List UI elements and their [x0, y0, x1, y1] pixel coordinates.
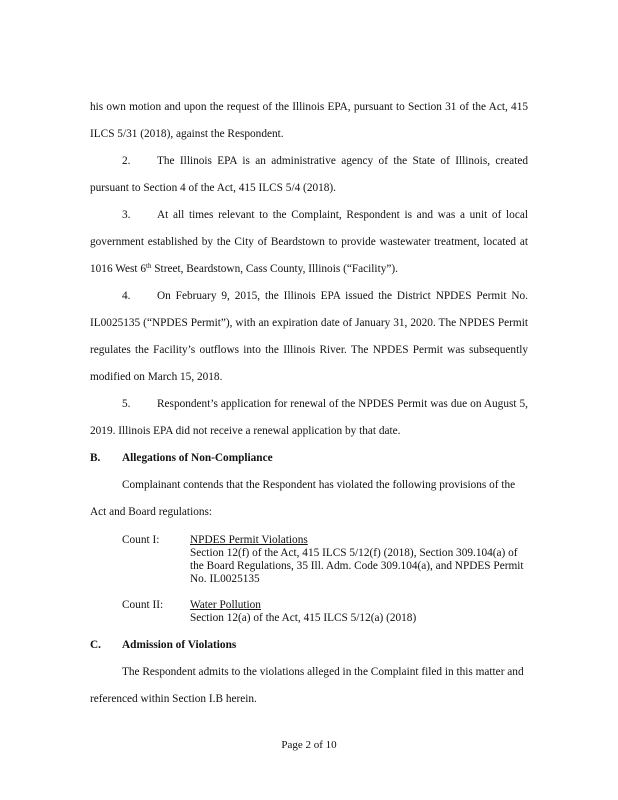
- count-1-title: NPDES Permit Violations: [190, 534, 308, 546]
- paragraph-3-line-2: government established by the City of Beardstown to provide wastewater treatment, located at: [90, 236, 528, 248]
- section-c-letter: C.: [90, 639, 101, 651]
- paragraph-5-line-1: Respondent’s application for renewal of the NPDES Permit was due on August 5,: [157, 398, 528, 410]
- paragraph-4-line-4: modified on March 15, 2018.: [90, 371, 223, 383]
- count-2-title: Water Pollution: [190, 599, 261, 611]
- page-number: Page 2 of 10: [281, 739, 337, 751]
- count-1-label: Count I:: [122, 534, 160, 546]
- section-b-line-2: Act and Board regulations:: [90, 506, 213, 518]
- paragraph-4-line-1: On February 9, 2015, the Illinois EPA issued the District NPDES Permit No.: [157, 290, 528, 302]
- paragraph-4-number: 4.: [122, 290, 131, 302]
- count-2-line-1: Section 12(a) of the Act, 415 ILCS 5/12(a) (2018): [190, 612, 417, 624]
- paragraph-2-line-2: pursuant to Section 4 of the Act, 415 ILCS 5/4 (2018).: [90, 182, 336, 194]
- count-2-label: Count II:: [122, 599, 164, 611]
- section-b-heading: Allegations of Non-Compliance: [122, 452, 273, 464]
- count-1-line-1: Section 12(f) of the Act, 415 ILCS 5/12(f) (2018), Section 309.104(a) of: [190, 547, 518, 559]
- section-b-line-1: Complainant contends that the Respondent has violated the following provisions of the: [122, 479, 516, 491]
- paragraph-5-line-2: 2019. Illinois EPA did not receive a renewal application by that date.: [90, 425, 401, 437]
- intro-line-1: his own motion and upon the request of the Illinois EPA, pursuant to Section 31 of the Act, 415: [90, 101, 528, 113]
- count-1-line-2: the Board Regulations, 35 Ill. Adm. Code 309.104(a), and NPDES Permit: [190, 560, 524, 572]
- section-b-letter: B.: [90, 452, 101, 464]
- section-c-line-1: The Respondent admits to the violations alleged in the Complaint filed in this matter and: [122, 666, 524, 678]
- count-1-line-3: No. IL0025135: [190, 573, 260, 585]
- intro-line-2: ILCS 5/31 (2018), against the Respondent.: [90, 128, 284, 140]
- paragraph-4-line-3: regulates the Facility’s outflows into the Illinois River. The NPDES Permit was subsequently: [90, 344, 528, 356]
- section-c-heading: Admission of Violations: [122, 639, 237, 651]
- paragraph-4-line-2: IL0025135 (“NPDES Permit”), with an expiration date of January 31, 2020. The NPDES Permit: [90, 317, 528, 329]
- section-c-line-2: referenced within Section I.B herein.: [90, 693, 257, 705]
- paragraph-3-address: [90, 263, 398, 275]
- address-superscript: th: [146, 262, 152, 270]
- paragraph-3-number: 3.: [122, 209, 131, 221]
- paragraph-5-number: 5.: [122, 398, 131, 410]
- paragraph-3-line-1: At all times relevant to the Complaint, Respondent is and was a unit of local: [157, 209, 528, 221]
- address-text-rest: Street, Beardstown, Cass County, Illinois (“Facility”).: [151, 263, 398, 275]
- paragraph-2-line-1: The Illinois EPA is an administrative agency of the State of Illinois, created: [157, 155, 528, 167]
- address-text: 1016 West 6: [90, 263, 146, 275]
- paragraph-2-number: 2.: [122, 155, 131, 167]
